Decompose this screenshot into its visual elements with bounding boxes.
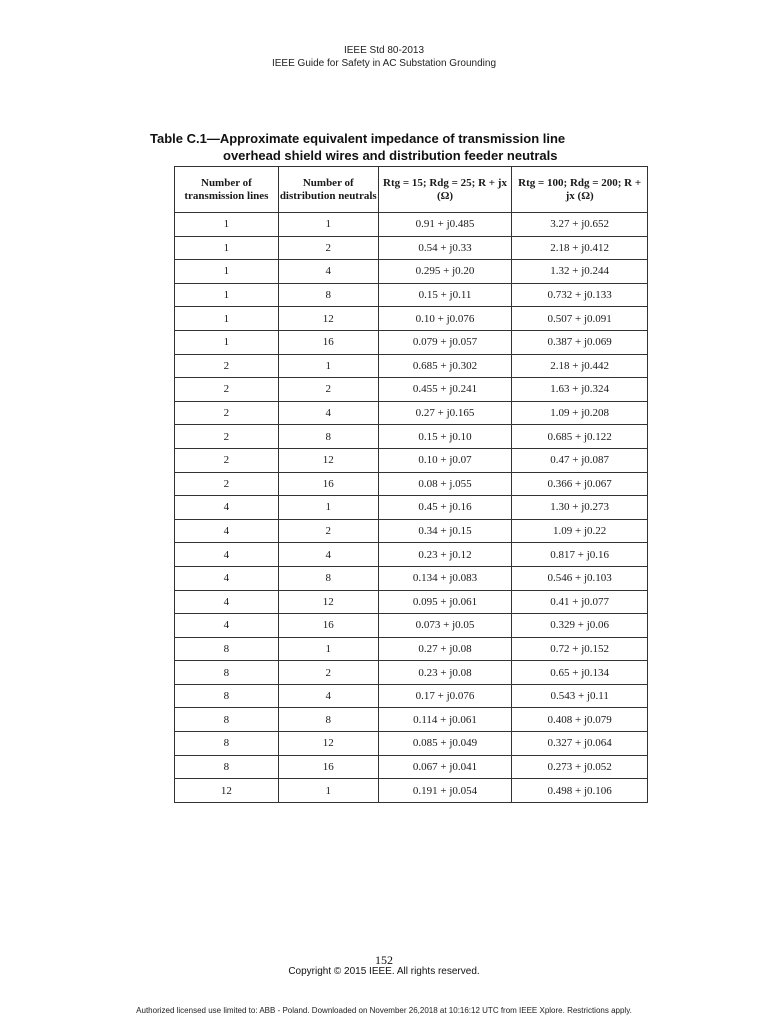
table-caption-line-1: Table C.1—Approximate equivalent impedance of transmission line <box>150 131 566 146</box>
cell-impedance-low-r: 0.685 + j0.302 <box>378 354 512 378</box>
cell-distribution-neutrals: 16 <box>278 614 378 638</box>
table-row <box>175 519 648 543</box>
running-header <box>0 44 768 70</box>
cell-transmission-lines: 2 <box>175 472 279 496</box>
standard-number: IEEE Std 80-2013 <box>343 45 425 56</box>
table-row <box>175 661 648 685</box>
cell-impedance-high-r: 3.27 + j0.652 <box>512 213 648 237</box>
cell-distribution-neutrals: 1 <box>278 637 378 661</box>
cell-distribution-neutrals: 12 <box>278 590 378 614</box>
cell-distribution-neutrals: 2 <box>278 378 378 402</box>
cell-impedance-high-r: 0.732 + j0.133 <box>512 283 648 307</box>
cell-transmission-lines: 4 <box>175 543 279 567</box>
cell-impedance-high-r: 2.18 + j0.442 <box>512 354 648 378</box>
cell-distribution-neutrals: 2 <box>278 661 378 685</box>
table-row <box>175 496 648 520</box>
license-notice: Authorized licensed use limited to: ABB - Poland. Downloaded on November 26,2018 at 10:16:12 UTC from IEEE Xplore. Restrictions apply. <box>136 1006 632 1015</box>
cell-impedance-low-r: 0.17 + j0.076 <box>378 684 512 708</box>
cell-transmission-lines: 2 <box>175 401 279 425</box>
cell-transmission-lines: 4 <box>175 566 279 590</box>
cell-distribution-neutrals: 16 <box>278 472 378 496</box>
cell-distribution-neutrals: 8 <box>278 708 378 732</box>
table-row <box>175 614 648 638</box>
table-row <box>175 330 648 354</box>
cell-impedance-high-r: 2.18 + j0.412 <box>512 236 648 260</box>
cell-distribution-neutrals: 4 <box>278 684 378 708</box>
cell-impedance-low-r: 0.085 + j0.049 <box>378 732 512 756</box>
cell-distribution-neutrals: 1 <box>278 354 378 378</box>
cell-transmission-lines: 4 <box>175 519 279 543</box>
table-row <box>175 543 648 567</box>
table-row <box>175 708 648 732</box>
cell-transmission-lines: 1 <box>175 213 279 237</box>
cell-impedance-high-r: 0.498 + j0.106 <box>512 779 648 803</box>
cell-impedance-low-r: 0.27 + j0.08 <box>378 637 512 661</box>
cell-distribution-neutrals: 8 <box>278 425 378 449</box>
cell-transmission-lines: 4 <box>175 614 279 638</box>
table-row <box>175 684 648 708</box>
cell-impedance-low-r: 0.073 + j0.05 <box>378 614 512 638</box>
cell-distribution-neutrals: 12 <box>278 307 378 331</box>
cell-transmission-lines: 4 <box>175 590 279 614</box>
cell-impedance-low-r: 0.067 + j0.041 <box>378 755 512 779</box>
table-body <box>175 213 648 803</box>
cell-impedance-high-r: 0.685 + j0.122 <box>512 425 648 449</box>
cell-impedance-low-r: 0.08 + j.055 <box>378 472 512 496</box>
cell-distribution-neutrals: 1 <box>278 213 378 237</box>
cell-impedance-high-r: 0.327 + j0.064 <box>512 732 648 756</box>
cell-impedance-low-r: 0.10 + j0.07 <box>378 448 512 472</box>
table-row <box>175 448 648 472</box>
table-row <box>175 590 648 614</box>
table-row <box>175 779 648 803</box>
cell-impedance-high-r: 1.09 + j0.22 <box>512 519 648 543</box>
cell-distribution-neutrals: 2 <box>278 236 378 260</box>
cell-distribution-neutrals: 12 <box>278 448 378 472</box>
cell-transmission-lines: 4 <box>175 496 279 520</box>
cell-impedance-low-r: 0.15 + j0.10 <box>378 425 512 449</box>
cell-impedance-high-r: 1.30 + j0.273 <box>512 496 648 520</box>
cell-distribution-neutrals: 4 <box>278 543 378 567</box>
cell-transmission-lines: 2 <box>175 378 279 402</box>
cell-impedance-high-r: 0.273 + j0.052 <box>512 755 648 779</box>
table-row <box>175 236 648 260</box>
cell-impedance-low-r: 0.34 + j0.15 <box>378 519 512 543</box>
cell-transmission-lines: 1 <box>175 236 279 260</box>
cell-transmission-lines: 1 <box>175 260 279 284</box>
cell-impedance-low-r: 0.91 + j0.485 <box>378 213 512 237</box>
cell-impedance-low-r: 0.095 + j0.061 <box>378 590 512 614</box>
cell-impedance-low-r: 0.23 + j0.08 <box>378 661 512 685</box>
cell-impedance-low-r: 0.54 + j0.33 <box>378 236 512 260</box>
cell-transmission-lines: 8 <box>175 684 279 708</box>
cell-transmission-lines: 8 <box>175 661 279 685</box>
page-number: 152 <box>375 953 393 967</box>
header-impedance-high-r: Rtg = 100; Rdg = 200; R + jx (Ω) <box>512 167 648 213</box>
header-impedance-low-r: Rtg = 15; Rdg = 25; R + jx (Ω) <box>378 167 512 213</box>
table-row <box>175 401 648 425</box>
table-row <box>175 260 648 284</box>
cell-impedance-high-r: 0.408 + j0.079 <box>512 708 648 732</box>
cell-transmission-lines: 12 <box>175 779 279 803</box>
cell-impedance-high-r: 0.41 + j0.077 <box>512 590 648 614</box>
table-header-row <box>175 167 648 213</box>
cell-transmission-lines: 1 <box>175 283 279 307</box>
table-row <box>175 755 648 779</box>
cell-transmission-lines: 2 <box>175 448 279 472</box>
cell-impedance-low-r: 0.23 + j0.12 <box>378 543 512 567</box>
cell-impedance-high-r: 0.817 + j0.16 <box>512 543 648 567</box>
cell-impedance-high-r: 0.546 + j0.103 <box>512 566 648 590</box>
table-row <box>175 213 648 237</box>
cell-impedance-low-r: 0.134 + j0.083 <box>378 566 512 590</box>
impedance-table <box>174 166 648 803</box>
table-row <box>175 354 648 378</box>
header-distribution-neutrals: Number of distribution neutrals <box>278 167 378 213</box>
table-row <box>175 307 648 331</box>
cell-impedance-low-r: 0.114 + j0.061 <box>378 708 512 732</box>
table-row <box>175 378 648 402</box>
cell-transmission-lines: 8 <box>175 708 279 732</box>
cell-impedance-high-r: 1.09 + j0.208 <box>512 401 648 425</box>
cell-impedance-high-r: 0.543 + j0.11 <box>512 684 648 708</box>
table-row <box>175 472 648 496</box>
cell-impedance-high-r: 0.72 + j0.152 <box>512 637 648 661</box>
cell-distribution-neutrals: 8 <box>278 283 378 307</box>
cell-impedance-low-r: 0.45 + j0.16 <box>378 496 512 520</box>
table-caption-line-2: overhead shield wires and distribution feeder neutrals <box>223 148 558 163</box>
cell-impedance-high-r: 0.387 + j0.069 <box>512 330 648 354</box>
cell-impedance-high-r: 0.366 + j0.067 <box>512 472 648 496</box>
table-row <box>175 732 648 756</box>
cell-impedance-high-r: 1.32 + j0.244 <box>512 260 648 284</box>
table-row <box>175 283 648 307</box>
cell-distribution-neutrals: 4 <box>278 401 378 425</box>
cell-distribution-neutrals: 16 <box>278 755 378 779</box>
cell-impedance-low-r: 0.455 + j0.241 <box>378 378 512 402</box>
document-title: IEEE Guide for Safety in AC Substation Grounding <box>271 58 497 69</box>
cell-impedance-low-r: 0.191 + j0.054 <box>378 779 512 803</box>
cell-transmission-lines: 1 <box>175 330 279 354</box>
header-transmission-lines: Number of transmission lines <box>175 167 279 213</box>
cell-transmission-lines: 2 <box>175 425 279 449</box>
cell-distribution-neutrals: 1 <box>278 779 378 803</box>
cell-impedance-low-r: 0.10 + j0.076 <box>378 307 512 331</box>
cell-transmission-lines: 8 <box>175 637 279 661</box>
cell-transmission-lines: 8 <box>175 732 279 756</box>
cell-impedance-low-r: 0.295 + j0.20 <box>378 260 512 284</box>
cell-transmission-lines: 8 <box>175 755 279 779</box>
table-row <box>175 566 648 590</box>
cell-impedance-high-r: 0.47 + j0.087 <box>512 448 648 472</box>
cell-impedance-high-r: 0.65 + j0.134 <box>512 661 648 685</box>
cell-impedance-high-r: 0.329 + j0.06 <box>512 614 648 638</box>
cell-distribution-neutrals: 16 <box>278 330 378 354</box>
table-row <box>175 425 648 449</box>
cell-impedance-low-r: 0.15 + j0.11 <box>378 283 512 307</box>
cell-distribution-neutrals: 1 <box>278 496 378 520</box>
cell-impedance-low-r: 0.079 + j0.057 <box>378 330 512 354</box>
table-caption <box>150 130 620 164</box>
cell-impedance-low-r: 0.27 + j0.165 <box>378 401 512 425</box>
cell-transmission-lines: 1 <box>175 307 279 331</box>
cell-transmission-lines: 2 <box>175 354 279 378</box>
cell-distribution-neutrals: 8 <box>278 566 378 590</box>
cell-impedance-high-r: 0.507 + j0.091 <box>512 307 648 331</box>
cell-impedance-high-r: 1.63 + j0.324 <box>512 378 648 402</box>
table-row <box>175 637 648 661</box>
copyright-notice: Copyright © 2015 IEEE. All rights reserved. <box>288 966 480 977</box>
cell-distribution-neutrals: 2 <box>278 519 378 543</box>
cell-distribution-neutrals: 4 <box>278 260 378 284</box>
cell-distribution-neutrals: 12 <box>278 732 378 756</box>
